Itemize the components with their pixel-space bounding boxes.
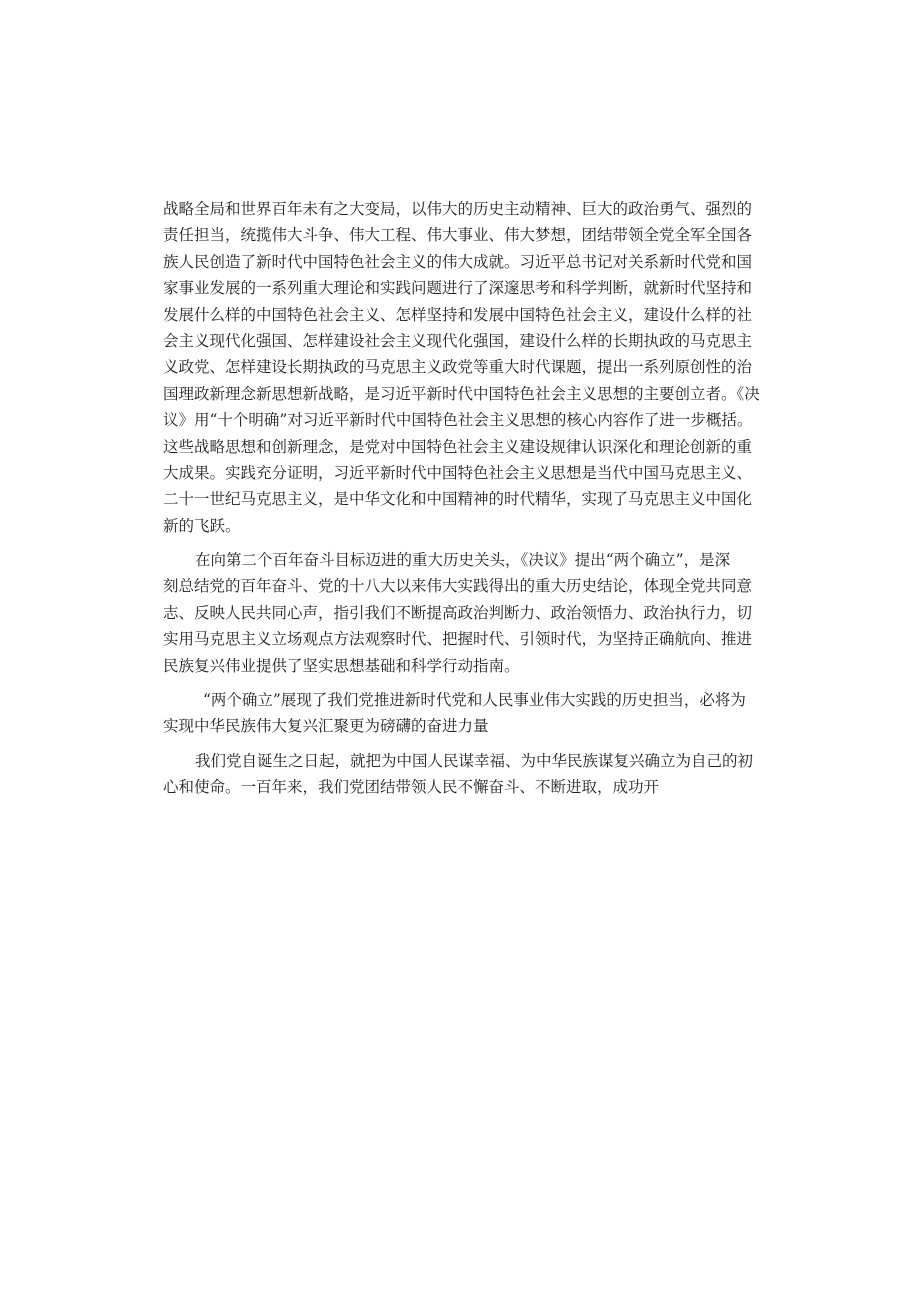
text-line: 会主义现代化强国、怎样建设社会主义现代化强国，建设什么样的长期执政的马克思主 (163, 331, 753, 350)
paragraph-1 (163, 196, 760, 539)
text-line: 二十一世纪马克思主义，是中华文化和中国精神的时代精华，实现了马克思主义中国化 (163, 490, 753, 509)
section-heading (163, 687, 755, 740)
text-line: 实用马克思主义立场观点方法观察时代、把握时代、引领时代，为坚持正确航向、推进 (163, 630, 753, 649)
document-body (163, 196, 760, 801)
text-line: 新的飞跃。 (163, 516, 241, 535)
text-line: 民族复兴伟业提供了坚实思想基础和科学行动指南。 (163, 656, 520, 675)
text-line: 这些战略思想和创新理念，是党对中国特色社会主义建设规律认识深化和理论创新的重 (163, 437, 753, 456)
text-line: 家事业发展的一系列重大理论和实践问题进行了深邃思考和科学判断，就新时代坚持和 (163, 279, 753, 298)
text-line: 战略全局和世界百年未有之大变局，以伟大的历史主动精神、巨大的政治勇气、强烈的 (163, 200, 753, 218)
text-line: 心和使命。一百年来，我们党团结带领人民不懈奋斗、不断进取，成功开 (163, 778, 660, 797)
paragraph-3 (163, 748, 755, 801)
text-line: 议》用“十个明确”对习近平新时代中国特色社会主义思想的核心内容作了进一步概括。 (163, 411, 753, 430)
text-line: 发展什么样的中国特色社会主义、怎样坚持和发展中国特色社会主义，建设什么样的社 (163, 305, 753, 324)
text-line: 责任担当，统揽伟大斗争、伟大工程、伟大事业、伟大梦想，团结带领全党全军全国各 (163, 226, 753, 245)
text-line: 义政党、怎样建设长期执政的马克思主义政党等重大时代课题，提出一系列原创性的治 (163, 358, 753, 377)
heading-line: “两个确立”展现了我们党推进新时代党和人民事业伟大实践的历史担当，必将为 (203, 691, 746, 710)
text-line: 刻总结党的百年奋斗、党的十八大以来伟大实践得出的重大历史结论，体现全党共同意 (163, 577, 753, 596)
text-line: 我们党自诞生之日起，就把为中国人民谋幸福、为中华民族谋复兴确立为自己的初 (195, 751, 754, 770)
text-line: 志、反映人民共同心声，指引我们不断提高政治判断力、政治领悟力、政治执行力，切 (163, 603, 753, 622)
heading-line: 实现中华民族伟大复兴汇聚更为磅礴的奋进力量 (163, 717, 489, 736)
text-line: 在向第二个百年奋斗目标迈进的重大历史关头，《决议》提出“两个确立”，是深 (195, 551, 731, 570)
text-line: 国理政新理念新思想新战略，是习近平新时代中国特色社会主义思想的主要创立者。《决 (163, 384, 760, 403)
text-line: 族人民创造了新时代中国特色社会主义的伟大成就。习近平总书记对关系新时代党和国 (163, 252, 753, 271)
text-line: 大成果。实践充分证明，习近平新时代中国特色社会主义思想是当代中国马克思主义、 (163, 463, 753, 482)
paragraph-2 (163, 547, 755, 679)
